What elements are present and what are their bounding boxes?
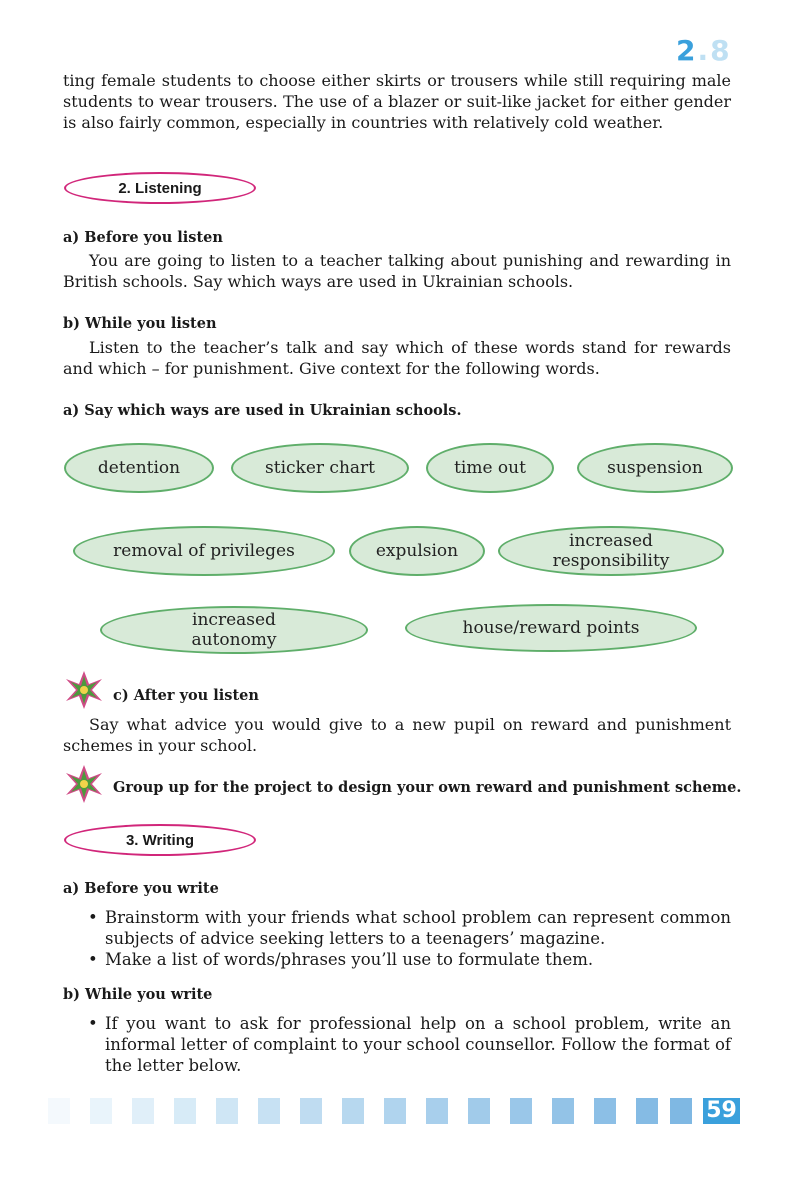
star-icon	[64, 764, 104, 804]
unit-label	[676, 34, 732, 67]
footer-square	[258, 1098, 280, 1124]
word-oval-sticker-chart: sticker chart	[231, 443, 409, 493]
before-write-list	[88, 907, 731, 970]
word-oval-house-reward-points: house/reward points	[405, 604, 697, 652]
page-footer	[40, 1098, 740, 1126]
while-listen-text: Listen to the teacher’s talk and say which of these words stand for rewards and which – for punishment. Give context for the following words.	[63, 338, 731, 378]
footer-square	[174, 1098, 196, 1124]
word-oval-time-out: time out	[426, 443, 554, 493]
footer-square	[48, 1098, 70, 1124]
footer-square	[594, 1098, 616, 1124]
after-listen-heading: c) After you listen	[113, 687, 259, 704]
word-oval-detention: detention	[64, 443, 214, 493]
footer-square	[384, 1098, 406, 1124]
footer-square	[342, 1098, 364, 1124]
list-item: • Make a list of words/phrases you’ll use to formulate them.	[88, 949, 731, 970]
task-heading: a) Say which ways are used in Ukrainian schools.	[63, 402, 462, 419]
after-listen-text: Say what advice you would give to a new pupil on reward and punishment schemes in your school.	[63, 715, 731, 755]
before-write-heading: a) Before you write	[63, 880, 219, 897]
listening-section-title: 2. Listening	[64, 172, 256, 204]
list-item: • Brainstorm with your friends what school problem can represent common subjects of advice seeking letters to a teenagers’ magazine.	[88, 907, 731, 949]
unit-dot: .	[697, 34, 711, 67]
page-number: 59	[703, 1098, 740, 1124]
word-oval-removal-of-privileges: removal of privileges	[73, 526, 335, 576]
footer-square	[670, 1098, 692, 1124]
footer-square	[132, 1098, 154, 1124]
project-instruction: Group up for the project to design your own reward and punishment scheme.	[113, 779, 742, 796]
word-text-increased-autonomy: increased autonomy	[191, 610, 277, 650]
footer-square	[216, 1098, 238, 1124]
unit-subnumber: 8	[710, 34, 732, 67]
word-oval-increased-responsibility	[498, 526, 724, 576]
writing-section-title: 3. Writing	[64, 824, 256, 856]
star-icon	[64, 670, 104, 710]
footer-square	[552, 1098, 574, 1124]
word-oval-increased-autonomy	[100, 606, 368, 654]
unit-number: 2	[676, 34, 698, 67]
footer-square	[468, 1098, 490, 1124]
while-write-list	[88, 1013, 731, 1076]
while-listen-heading: b) While you listen	[63, 315, 217, 332]
footer-square	[426, 1098, 448, 1124]
footer-square	[636, 1098, 658, 1124]
intro-paragraph: ting female students to choose either skirts or trousers while still requiring male students to wear trousers. The use of a blazer or suit-like jacket for either gender is also fairly common, especially in countries with relatively cold weather.	[63, 71, 731, 132]
before-listen-text: You are going to listen to a teacher talking about punishing and rewarding in British schools. Say which ways are used in Ukrainian schools.	[63, 251, 731, 291]
list-item: • If you want to ask for professional help on a school problem, write an informal letter of complaint to your school counsellor. Follow the format of the letter below.	[88, 1013, 731, 1076]
footer-square	[300, 1098, 322, 1124]
before-listen-heading: a) Before you listen	[63, 229, 223, 246]
while-write-heading: b) While you write	[63, 986, 213, 1003]
word-text-increased-responsibility: increased responsibility	[552, 531, 670, 571]
word-oval-expulsion: expulsion	[349, 526, 485, 576]
word-oval-suspension: suspension	[577, 443, 733, 493]
footer-square	[510, 1098, 532, 1124]
footer-square	[90, 1098, 112, 1124]
